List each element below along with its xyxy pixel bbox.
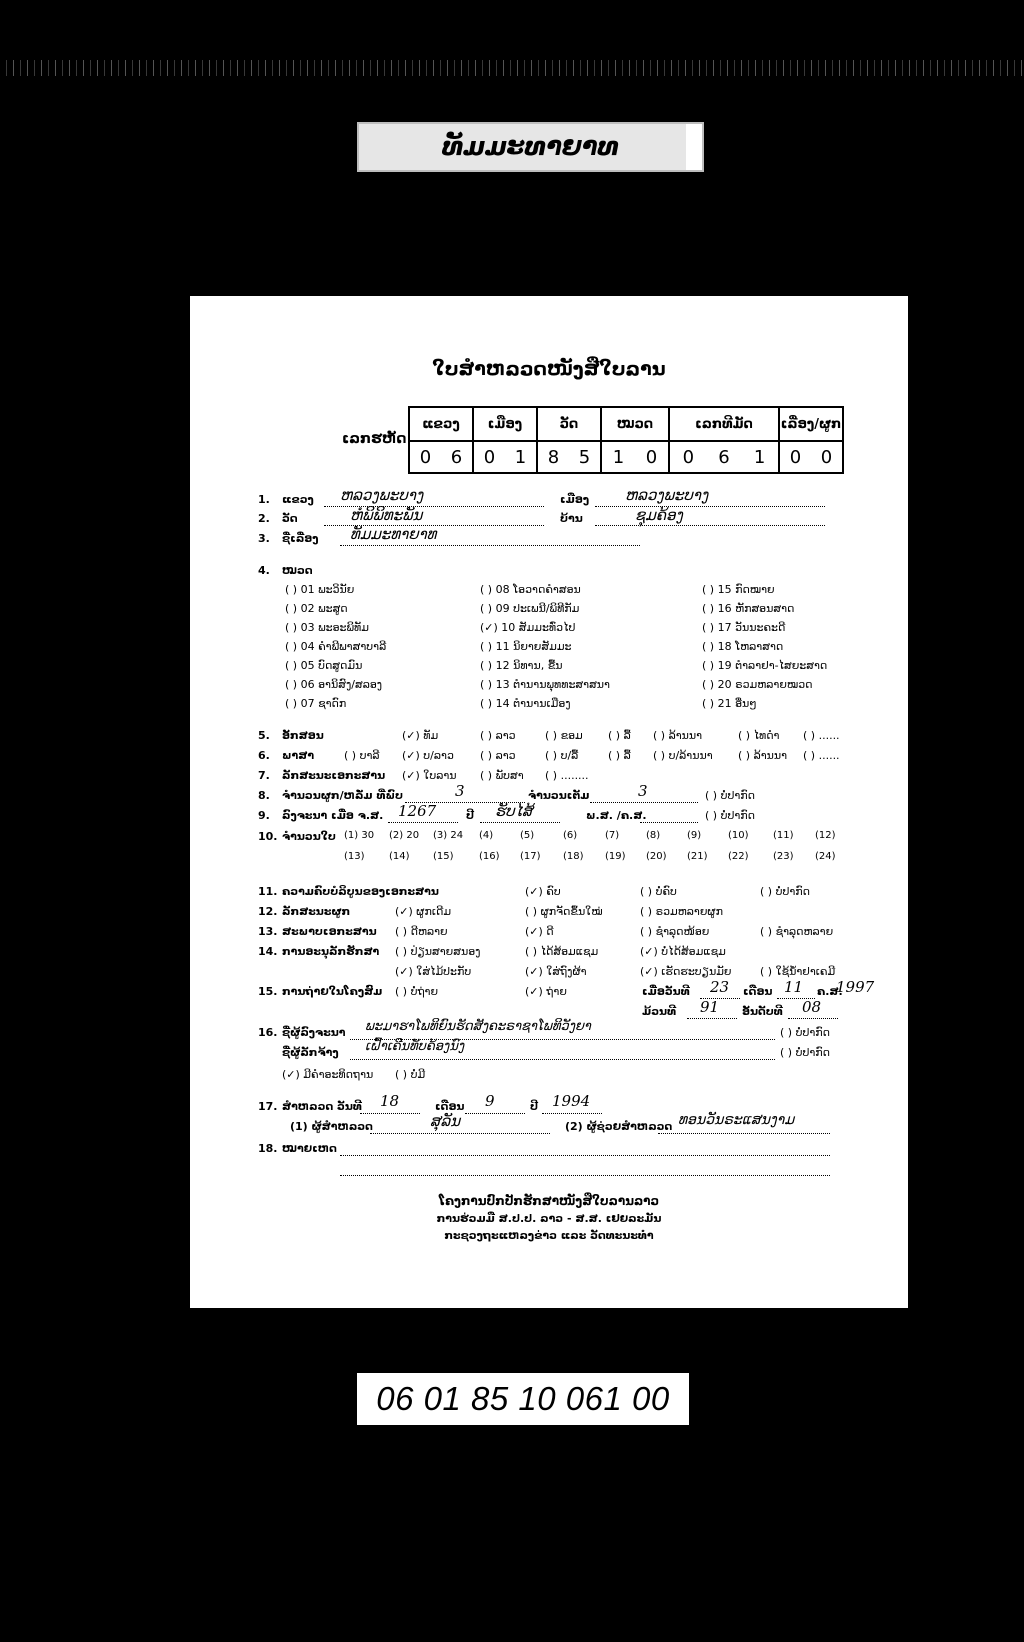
remarks-line xyxy=(340,1175,830,1176)
microfilm-year-label: ຄ.ສ. xyxy=(817,985,843,998)
row-11-label: ຄວາມຄົບບໍລິບູນຂອງເອກະສານ xyxy=(282,885,439,898)
row-9-num: 9. xyxy=(258,809,270,822)
script-option[interactable]: ( ) ລາວ xyxy=(480,729,516,742)
language-option[interactable]: ( ) ບາລີ xyxy=(344,749,380,762)
row-1-line2 xyxy=(595,506,825,507)
code-digit-row xyxy=(409,441,843,473)
folio-cell: (17) xyxy=(520,851,541,862)
row-16-unknown-option[interactable]: ( ) ບໍ່ປາກົດ xyxy=(780,1026,830,1039)
folio-cell: (24) xyxy=(815,851,836,862)
script-option[interactable]: ( ) ...... xyxy=(803,729,840,742)
row-8-num: 8. xyxy=(258,789,270,802)
row-1-label2: ເມືອງ xyxy=(560,493,590,506)
category-04[interactable]: ( ) 04 ຄຳພີພາສາບາລີ xyxy=(285,640,387,653)
assistant-label: (2) ຜູ້ຊ່ວຍສຳຫລວດ xyxy=(565,1120,673,1133)
category-19[interactable]: ( ) 19 ຕຳລາຢາ-ໄສຍະສາດ xyxy=(702,659,828,672)
folio-cell: (14) xyxy=(389,851,410,862)
row-1-label: ແຂວງ xyxy=(282,493,314,506)
survey-month-label: ເດືອນ xyxy=(435,1100,465,1113)
row-3-label: ຊື່ເລື່ອງ xyxy=(282,532,319,545)
folio-cell: (1) 30 xyxy=(344,830,375,841)
row-2-label2: ບ້ານ xyxy=(560,512,583,525)
prayer-option[interactable]: (✓) ມີຄຳອະທິດຖານ xyxy=(282,1068,374,1081)
row-1-value: ຫລວງພະບາງ xyxy=(340,486,424,504)
survey-form-sheet xyxy=(190,296,908,1308)
row-4-label: ໝວດ xyxy=(282,564,313,577)
folio-cell: (16) xyxy=(479,851,500,862)
footer-line-3: ກະຊວງຖະແຫລງຂ່າວ ແລະ ວັດທະນະທຳ xyxy=(444,1229,654,1242)
conservation-option[interactable]: ( ) ປ່ຽນສາຍສນອງ xyxy=(395,945,481,958)
category-16[interactable]: ( ) 16 ຫັກສອນສາດ xyxy=(702,602,795,615)
code-label: ເລກຮຫັດ xyxy=(342,431,407,447)
row-2-value: ຫໍພິພິທະພັນ xyxy=(350,506,423,524)
survey-year-line xyxy=(542,1113,602,1114)
row-13-num: 13. xyxy=(258,925,278,938)
row-16-value2: ເຝົ້າເຄີນທັບຄ້ອງນົງ xyxy=(365,1039,465,1054)
row-8-label: ຈຳນວນຜູກ/ຫລັ່ມ ທີ່ພົບ xyxy=(282,789,403,802)
row-16-unknown-option2[interactable]: ( ) ບໍ່ປາກົດ xyxy=(780,1046,830,1059)
row-2-label: ວັດ xyxy=(282,512,298,525)
category-07[interactable]: ( ) 07 ຊາດົກ xyxy=(285,697,347,710)
scan-noise-strip xyxy=(0,60,1024,76)
microfilm-date-label: ເມື່ອວັນທີ xyxy=(642,985,690,998)
row-9-label3: ພ.ສ. /ຄ.ສ. xyxy=(586,809,647,822)
row-7-label: ລັກສະນະເອກະສານ xyxy=(282,769,386,782)
survey-day: 18 xyxy=(380,1092,400,1110)
category-06[interactable]: ( ) 06 ອານິສົງ/ສລອງ xyxy=(285,678,383,691)
prayer-option[interactable]: ( ) ບໍ່ມີ xyxy=(395,1068,426,1081)
category-21[interactable]: ( ) 21 ອື່ນໆ xyxy=(702,697,757,710)
category-02[interactable]: ( ) 02 ພະສູດ xyxy=(285,602,348,615)
folio-cell: (18) xyxy=(563,851,584,862)
assistant-line xyxy=(658,1133,830,1134)
conservation-option[interactable]: ( ) ໄດ້ສ້ອມແຊມ xyxy=(525,945,599,958)
completeness-option[interactable]: (✓) ຄົບ xyxy=(525,885,561,898)
row-15-label: ການຖ່າຍໃນໂຄງສົມ xyxy=(282,985,383,998)
code-cell: 0 0 xyxy=(779,441,843,473)
language-option[interactable]: ( ) ບ/ລື້ xyxy=(545,749,579,762)
survey-day-line xyxy=(360,1113,420,1114)
microfilm-day: 23 xyxy=(710,978,730,996)
code-cell: 1 0 xyxy=(601,441,669,473)
row-9-line xyxy=(388,822,458,823)
category-03[interactable]: ( ) 03 ພະອະພິທັມ xyxy=(285,621,369,634)
survey-year: 1994 xyxy=(552,1092,591,1110)
row-12-label: ລັກສະນະຜູກ xyxy=(282,905,351,918)
folio-cell: (6) xyxy=(563,830,578,841)
condition-option[interactable]: ( ) ຊຳລຸດຫລາຍ xyxy=(760,925,834,938)
microfilm-option[interactable]: (✓) ຖ່າຍ xyxy=(525,985,567,998)
folio-cell: (7) xyxy=(605,830,620,841)
completeness-option[interactable]: ( ) ບໍ່ປາກົດ xyxy=(760,885,810,898)
category-14[interactable]: ( ) 14 ຕຳນານເມືອງ xyxy=(480,697,571,710)
completeness-option[interactable]: ( ) ບໍ່ຄົບ xyxy=(640,885,677,898)
category-08[interactable]: ( ) 08 ໂອວາດຄຳສອນ xyxy=(480,583,581,596)
roll-label: ມ້ວນທີ xyxy=(642,1005,677,1018)
doctype-option[interactable]: ( ) ........ xyxy=(545,769,589,782)
code-table xyxy=(408,406,844,474)
row-8-value2: 3 xyxy=(638,782,648,800)
row-8-label2: ຈຳນວນເຕັມ xyxy=(528,789,590,802)
condition-option[interactable]: ( ) ດີຫລາຍ xyxy=(395,925,448,938)
roll-number: 91 xyxy=(700,998,720,1016)
language-option[interactable]: ( ) ...... xyxy=(803,749,840,762)
footer-code-label: 06 01 85 10 061 00 xyxy=(357,1373,689,1425)
row-13-label: ສະພາບເອກະສານ xyxy=(282,925,377,938)
language-option[interactable]: ( ) ລ້ານນາ xyxy=(738,749,788,762)
footer-line-2: ການຮ່ວມມື ສ.ປ.ປ. ລາວ - ສ.ສ. ເຢຍລະມັນ xyxy=(436,1212,662,1225)
row-16-label2: ຊື່ຜູ້ລັກຈ້າງ xyxy=(282,1046,339,1059)
category-18[interactable]: ( ) 18 ໂຫລາສາດ xyxy=(702,640,784,653)
code-cell: 0 1 xyxy=(473,441,537,473)
folio-cell: (11) xyxy=(773,830,794,841)
frame-label: ອັນດັບທີ xyxy=(742,1005,783,1018)
row-2-value2: ຊຸມຄ້ອງ xyxy=(635,506,683,524)
bundle-type-option[interactable]: ( ) ຜູກຈັດຂຶ້ນໃໝ່ xyxy=(525,905,603,918)
script-option[interactable]: ( ) ລື້ xyxy=(608,729,631,742)
language-option[interactable]: ( ) ບ/ລ້ານນາ xyxy=(653,749,713,762)
category-13[interactable]: ( ) 13 ຕຳນານພຸທທະສາສນາ xyxy=(480,678,610,691)
roll-line xyxy=(687,1018,737,1019)
row-6-label: ພາສາ xyxy=(282,749,315,762)
code-header-category: ໝວດ xyxy=(601,407,669,441)
conservation-option[interactable]: ( ) ໃຊ້ນ້ຳຢາເຄມີ xyxy=(760,965,836,978)
folio-cell: (9) xyxy=(687,830,702,841)
folio-cell: (10) xyxy=(728,830,749,841)
code-header-bundle: ເລກທີມັດ xyxy=(669,407,779,441)
row-5-num: 5. xyxy=(258,729,270,742)
code-header-district: ເມືອງ xyxy=(473,407,537,441)
row-8-unknown-option[interactable]: ( ) ບໍ່ປາກົດ xyxy=(705,789,755,802)
row-14-num: 14. xyxy=(258,945,278,958)
row-2-num: 2. xyxy=(258,512,270,525)
category-15[interactable]: ( ) 15 ກົດໝາຍ xyxy=(702,583,775,596)
folio-cell: (13) xyxy=(344,851,365,862)
header-label xyxy=(357,122,704,172)
row-3-value: ທັມມະທາຍາທ xyxy=(350,525,437,543)
code-header-province: ແຂວງ xyxy=(409,407,473,441)
row-2-line2 xyxy=(595,525,825,526)
script-option[interactable]: ( ) ໄທດຳ xyxy=(738,729,780,742)
remarks-line xyxy=(340,1155,830,1156)
language-option[interactable]: (✓) ບ/ລາວ xyxy=(402,749,454,762)
microfilm-month: 11 xyxy=(784,978,804,996)
conservation-option[interactable]: (✓) ເຮັດຮະບຽນມັຍ xyxy=(640,965,732,978)
row-7-num: 7. xyxy=(258,769,270,782)
category-01[interactable]: ( ) 01 ພະວິນັຍ xyxy=(285,583,355,596)
assistant-name: ທອນວັນຣະແສນງາມ xyxy=(678,1112,795,1128)
surveyor-label: (1) ຜູ້ສຳຫລວດ xyxy=(290,1120,373,1133)
condition-option[interactable]: ( ) ຊຳລຸດໜ້ອຍ xyxy=(640,925,710,938)
row-3-num: 3. xyxy=(258,532,270,545)
frame-line xyxy=(788,1018,838,1019)
folio-cell: (2) 20 xyxy=(389,830,420,841)
code-cell: 0 6 1 xyxy=(669,441,779,473)
folio-cell: (12) xyxy=(815,830,836,841)
row-16-label: ຊື່ຜູ້ລົງຈະນາ xyxy=(282,1026,346,1039)
bundle-type-option[interactable]: (✓) ຜູກເດີມ xyxy=(395,905,452,918)
code-header-temple: ວັດ xyxy=(537,407,601,441)
script-option[interactable]: (✓) ທັມ xyxy=(402,729,439,742)
folio-cell: (5) xyxy=(520,830,535,841)
language-option[interactable]: ( ) ລື້ xyxy=(608,749,631,762)
bundle-type-option[interactable]: ( ) ຣວມຫລາຍຜູກ xyxy=(640,905,723,918)
conservation-option[interactable]: (✓) ໃສ່ໄມ້ປະກັບ xyxy=(395,965,472,978)
survey-year-label: ປີ xyxy=(530,1100,538,1113)
row-9-unknown-option[interactable]: ( ) ບໍ່ປາກົດ xyxy=(705,809,755,822)
category-05[interactable]: ( ) 05 ບົດສູດມົນ xyxy=(285,659,363,672)
conservation-option[interactable]: (✓) ບໍ່ໄດ້ສ້ອມແຊມ xyxy=(640,945,726,958)
folio-cell: (22) xyxy=(728,851,749,862)
microfilm-month-label: ເດືອນ xyxy=(743,985,773,998)
folio-cell: (20) xyxy=(646,851,667,862)
conservation-option[interactable]: (✓) ໃສ່ຖົງຜ້າ xyxy=(525,965,587,978)
row-8-line2 xyxy=(590,802,698,803)
folio-cell: (15) xyxy=(433,851,454,862)
row-18-label: ໝາຍເຫດ xyxy=(282,1142,337,1155)
row-1-num: 1. xyxy=(258,493,270,506)
row-9-label2: ປີ xyxy=(466,809,474,822)
row-6-num: 6. xyxy=(258,749,270,762)
row-9-value2: ຮັບໄສ້ xyxy=(495,802,533,820)
row-16-num: 16. xyxy=(258,1026,278,1039)
folio-cell: (4) xyxy=(479,830,494,841)
script-option[interactable]: ( ) ຂອມ xyxy=(545,729,583,742)
footer-line-1: ໂຄງການປົກປັກຮັກສາໜັງສືໃບລານລາວ xyxy=(438,1194,660,1208)
microfilm-option[interactable]: ( ) ບໍ່ຖ່າຍ xyxy=(395,985,439,998)
row-1-value2: ຫລວງພະບາງ xyxy=(625,486,709,504)
condition-option[interactable]: (✓) ດີ xyxy=(525,925,554,938)
row-11-num: 11. xyxy=(258,885,278,898)
row-9-line3 xyxy=(640,822,698,823)
row-10-num: 10. xyxy=(258,830,278,843)
folio-cell: (8) xyxy=(646,830,661,841)
row-16-value: ພະມາຮາໂພທິຍົນຮັດສັງຄະຣາຊາໂພທິວັງຍາ xyxy=(365,1019,591,1034)
row-9-label: ລົງຈະນາ ເມື່ອ ຈ.ສ. xyxy=(282,809,384,822)
row-15-num: 15. xyxy=(258,985,278,998)
category-11[interactable]: ( ) 11 ນິຍາຍສັມມະ xyxy=(480,640,572,653)
row-17-num: 17. xyxy=(258,1100,278,1113)
survey-month: 9 xyxy=(485,1092,495,1110)
surveyor-line xyxy=(370,1133,550,1134)
row-9-value: 1267 xyxy=(398,802,437,820)
category-09[interactable]: ( ) 09 ປະເພນີ/ພິທີກັມ xyxy=(480,602,580,615)
category-12[interactable]: ( ) 12 ນິທານ, ຂື້ນ xyxy=(480,659,563,672)
doctype-option[interactable]: ( ) ພັບສາ xyxy=(480,769,524,782)
code-cell: 8 5 xyxy=(537,441,601,473)
category-17[interactable]: ( ) 17 ວັນນະຄະດີ xyxy=(702,621,786,634)
frame-number: 08 xyxy=(802,998,822,1016)
doctype-option[interactable]: (✓) ໃບລານ xyxy=(402,769,457,782)
row-16-line2 xyxy=(350,1059,775,1060)
row-5-label: ອັກສອນ xyxy=(282,729,324,742)
category-20[interactable]: ( ) 20 ຣວມຫລາຍໝວດ xyxy=(702,678,813,691)
form-title: ໃບສຳຫລວດໜັງສືໃບລານ xyxy=(432,358,666,380)
folio-cell: (21) xyxy=(687,851,708,862)
row-4-num: 4. xyxy=(258,564,270,577)
code-cell: 0 6 xyxy=(409,441,473,473)
code-header-row xyxy=(409,407,843,441)
row-12-num: 12. xyxy=(258,905,278,918)
code-header-volume: ເລື່ອງ/ຜູກ xyxy=(779,407,843,441)
microfilm-year: 1997 xyxy=(836,978,875,996)
folio-cell: (23) xyxy=(773,851,794,862)
survey-month-line xyxy=(465,1113,525,1114)
script-option[interactable]: ( ) ລ້ານນາ xyxy=(653,729,703,742)
row-3-line xyxy=(340,545,640,546)
row-17-label: ສຳຫລວດ ວັນທີ xyxy=(282,1100,362,1113)
row-9-line2 xyxy=(480,822,560,823)
row-10-label: ຈຳນວນໃບ xyxy=(282,830,336,843)
surveyor-name: ສຸລັນ xyxy=(430,1112,461,1130)
category-10[interactable]: (✓) 10 ສັມມະທົ່ວໄປ xyxy=(480,621,576,634)
row-18-num: 18. xyxy=(258,1142,278,1155)
row-8-value: 3 xyxy=(455,782,465,800)
row-14-label: ການອະນຸລັກຮັກສາ xyxy=(282,945,380,958)
header-label-edge xyxy=(686,124,702,170)
language-option[interactable]: ( ) ລາວ xyxy=(480,749,516,762)
folio-cell: (3) 24 xyxy=(433,830,464,841)
folio-cell: (19) xyxy=(605,851,626,862)
header-label-text: ທັມມະທາຍາທ xyxy=(442,132,619,162)
